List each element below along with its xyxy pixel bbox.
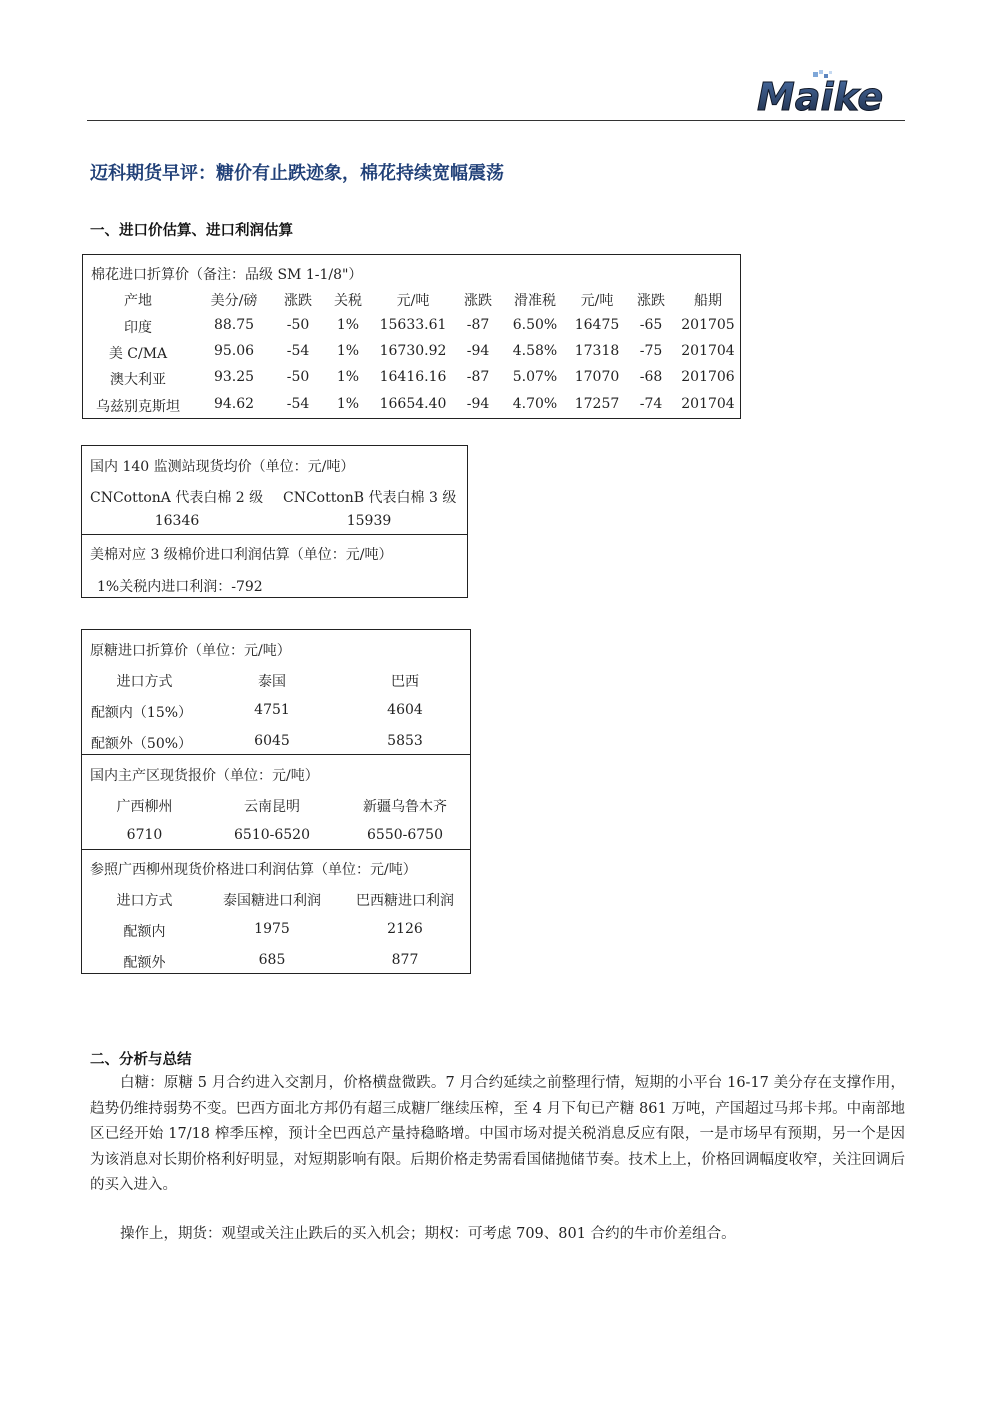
table-cell: -68 (639, 369, 663, 385)
table-cell: 16730.92 (379, 343, 447, 359)
cotton-import-table (82, 254, 741, 419)
column-header: 元/吨 (580, 293, 614, 309)
column-header: 云南昆明 (244, 799, 300, 815)
column-header: 关税 (334, 293, 362, 309)
table-cell: 88.75 (213, 317, 255, 333)
table-cell: 201704 (681, 396, 735, 412)
logo-text: Maike (757, 75, 884, 118)
table-cell: -54 (286, 343, 310, 359)
column-header: 美分/磅 (210, 293, 258, 309)
origin-cell: 美 C/MA (108, 346, 168, 362)
table-cell: 201706 (681, 369, 735, 385)
column-header: 新疆乌鲁木齐 (363, 799, 447, 815)
cncotton-b-value: 15939 (346, 513, 392, 529)
table-cell: 6550-6750 (367, 827, 443, 843)
maike-logo-icon (755, 70, 895, 118)
table-cell: 4604 (387, 702, 423, 718)
table-cell: -50 (286, 369, 310, 385)
cncotton-b-label: CNCottonB 代表白棉 3 级 (283, 490, 457, 506)
table-cell: 配额内（15%） (90, 705, 193, 721)
table-cell: 配额内 (123, 924, 166, 940)
sugar-profit-caption: 参照广西柳州现货价格进口利润估算（单位：元/吨） (90, 862, 417, 878)
table-cell: 95.06 (213, 343, 255, 359)
table-cell: 201705 (681, 317, 735, 333)
table-cell: 6.50% (512, 317, 558, 333)
column-header: 涨跌 (284, 293, 312, 309)
column-header: 巴西 (391, 674, 419, 690)
table-cell: -87 (466, 317, 490, 333)
table-cell: 5.07% (512, 369, 558, 385)
divider (82, 534, 467, 535)
cotton-profit-value: 1%关税内进口利润：-792 (97, 579, 263, 595)
table-cell: 1% (336, 396, 360, 412)
table-cell: 4.58% (512, 343, 558, 359)
table-cell: 4.70% (512, 396, 558, 412)
table-cell: 877 (391, 952, 419, 968)
table-cell: -65 (639, 317, 663, 333)
cotton-import-caption: 棉花进口折算价（备注：品级 SM 1-1/8"） (91, 267, 363, 283)
table-cell: 2126 (387, 921, 423, 937)
column-header: 涨跌 (637, 293, 665, 309)
column-header: 船期 (694, 293, 722, 309)
table-cell: 15633.61 (379, 317, 447, 333)
column-header: 滑准税 (514, 293, 556, 309)
table-cell: 685 (258, 952, 286, 968)
table-cell: -87 (466, 369, 490, 385)
table-cell: 配额外 (123, 955, 166, 971)
table-cell: 17318 (574, 343, 620, 359)
table-cell: 17257 (574, 396, 620, 412)
table-cell: 配额外（50%） (90, 736, 193, 752)
table-cell: 16475 (574, 317, 620, 333)
origin-cell: 乌兹别克斯坦 (96, 399, 180, 415)
column-header: 泰国糖进口利润 (223, 893, 321, 909)
analysis-paragraph: 白糖：原糖 5 月合约进入交割月，价格横盘微跌。7 月合约延续之前整理行情，短期的小平台 16-17 美分存在支撑作用，趋势仍维持弱势不变。巴西方面北方邦仍有超三成糖厂继续压榨，至 4 月下旬已产糖 861 万吨，产国超过马邦卡邦。中南部地区已经开始 17/18 榨季压榨，预计全巴西总产量持稳略增。中国市场对提关税消息反应有限，一是市场早有预期，另一个是因为该消息对长期价格利好明显，对短期影响有限。后期价格走势需看国储抛储节奏。技术上上，价格回调幅度收窄，关注回调后的买入进入。 (90, 1075, 905, 1193)
table-cell: 1% (336, 343, 360, 359)
column-header: 进口方式 (116, 674, 173, 690)
strategy-paragraph: 操作上，期货：观望或关注止跌后的买入机会；期权：可考虑 709、801 合约的牛市价差组合。 (120, 1226, 736, 1242)
section-2-heading: 二、分析与总结 (90, 1051, 192, 1068)
document-title: 迈科期货早评：糖价有止跌迹象，棉花持续宽幅震荡 (90, 163, 504, 184)
sugar-import-table (81, 629, 471, 974)
table-cell: 1% (336, 369, 360, 385)
column-header: 泰国 (258, 674, 286, 690)
origin-cell: 澳大利亚 (110, 372, 166, 388)
divider (82, 849, 470, 850)
column-header: 产地 (124, 293, 152, 309)
section-1-heading: 一、进口价估算、进口利润估算 (90, 222, 293, 239)
table-cell: -54 (286, 396, 310, 412)
column-header: 进口方式 (116, 893, 173, 909)
table-cell: -74 (639, 396, 663, 412)
table-cell: -50 (286, 317, 310, 333)
table-cell: 201704 (681, 343, 735, 359)
table-cell: 6045 (254, 733, 290, 749)
table-cell: 16654.40 (379, 396, 447, 412)
column-header: 元/吨 (396, 293, 430, 309)
divider (82, 754, 470, 755)
column-header: 广西柳州 (116, 799, 173, 815)
table-cell: 16416.16 (379, 369, 447, 385)
table-cell: 94.62 (213, 396, 255, 412)
column-header: 巴西糖进口利润 (356, 893, 454, 909)
domestic-cotton-caption: 国内 140 监测站现货均价（单位：元/吨） (90, 459, 355, 475)
table-cell: 17070 (574, 369, 620, 385)
table-cell: 1975 (254, 921, 290, 937)
maike-logo (755, 70, 895, 118)
sugar-spot-caption: 国内主产区现货报价（单位：元/吨） (90, 768, 319, 784)
cotton-profit-caption: 美棉对应 3 级棉价进口利润估算（单位：元/吨） (90, 547, 393, 563)
table-cell: 6710 (126, 827, 163, 843)
table-cell: -94 (466, 343, 490, 359)
table-cell: -75 (639, 343, 663, 359)
table-cell: 1% (336, 317, 360, 333)
column-header: 涨跌 (464, 293, 492, 309)
table-cell: 4751 (254, 702, 290, 718)
sugar-import-caption: 原糖进口折算价（单位：元/吨） (90, 643, 291, 659)
table-cell: 5853 (387, 733, 423, 749)
header-rule (87, 120, 905, 121)
origin-cell: 印度 (124, 320, 152, 336)
table-cell: 93.25 (213, 369, 255, 385)
cncotton-a-label: CNCottonA 代表白棉 2 级 (90, 490, 264, 506)
table-cell: 6510-6520 (234, 827, 310, 843)
domestic-cotton-table (81, 445, 468, 598)
cncotton-a-value: 16346 (154, 513, 200, 529)
table-cell: -94 (466, 396, 490, 412)
